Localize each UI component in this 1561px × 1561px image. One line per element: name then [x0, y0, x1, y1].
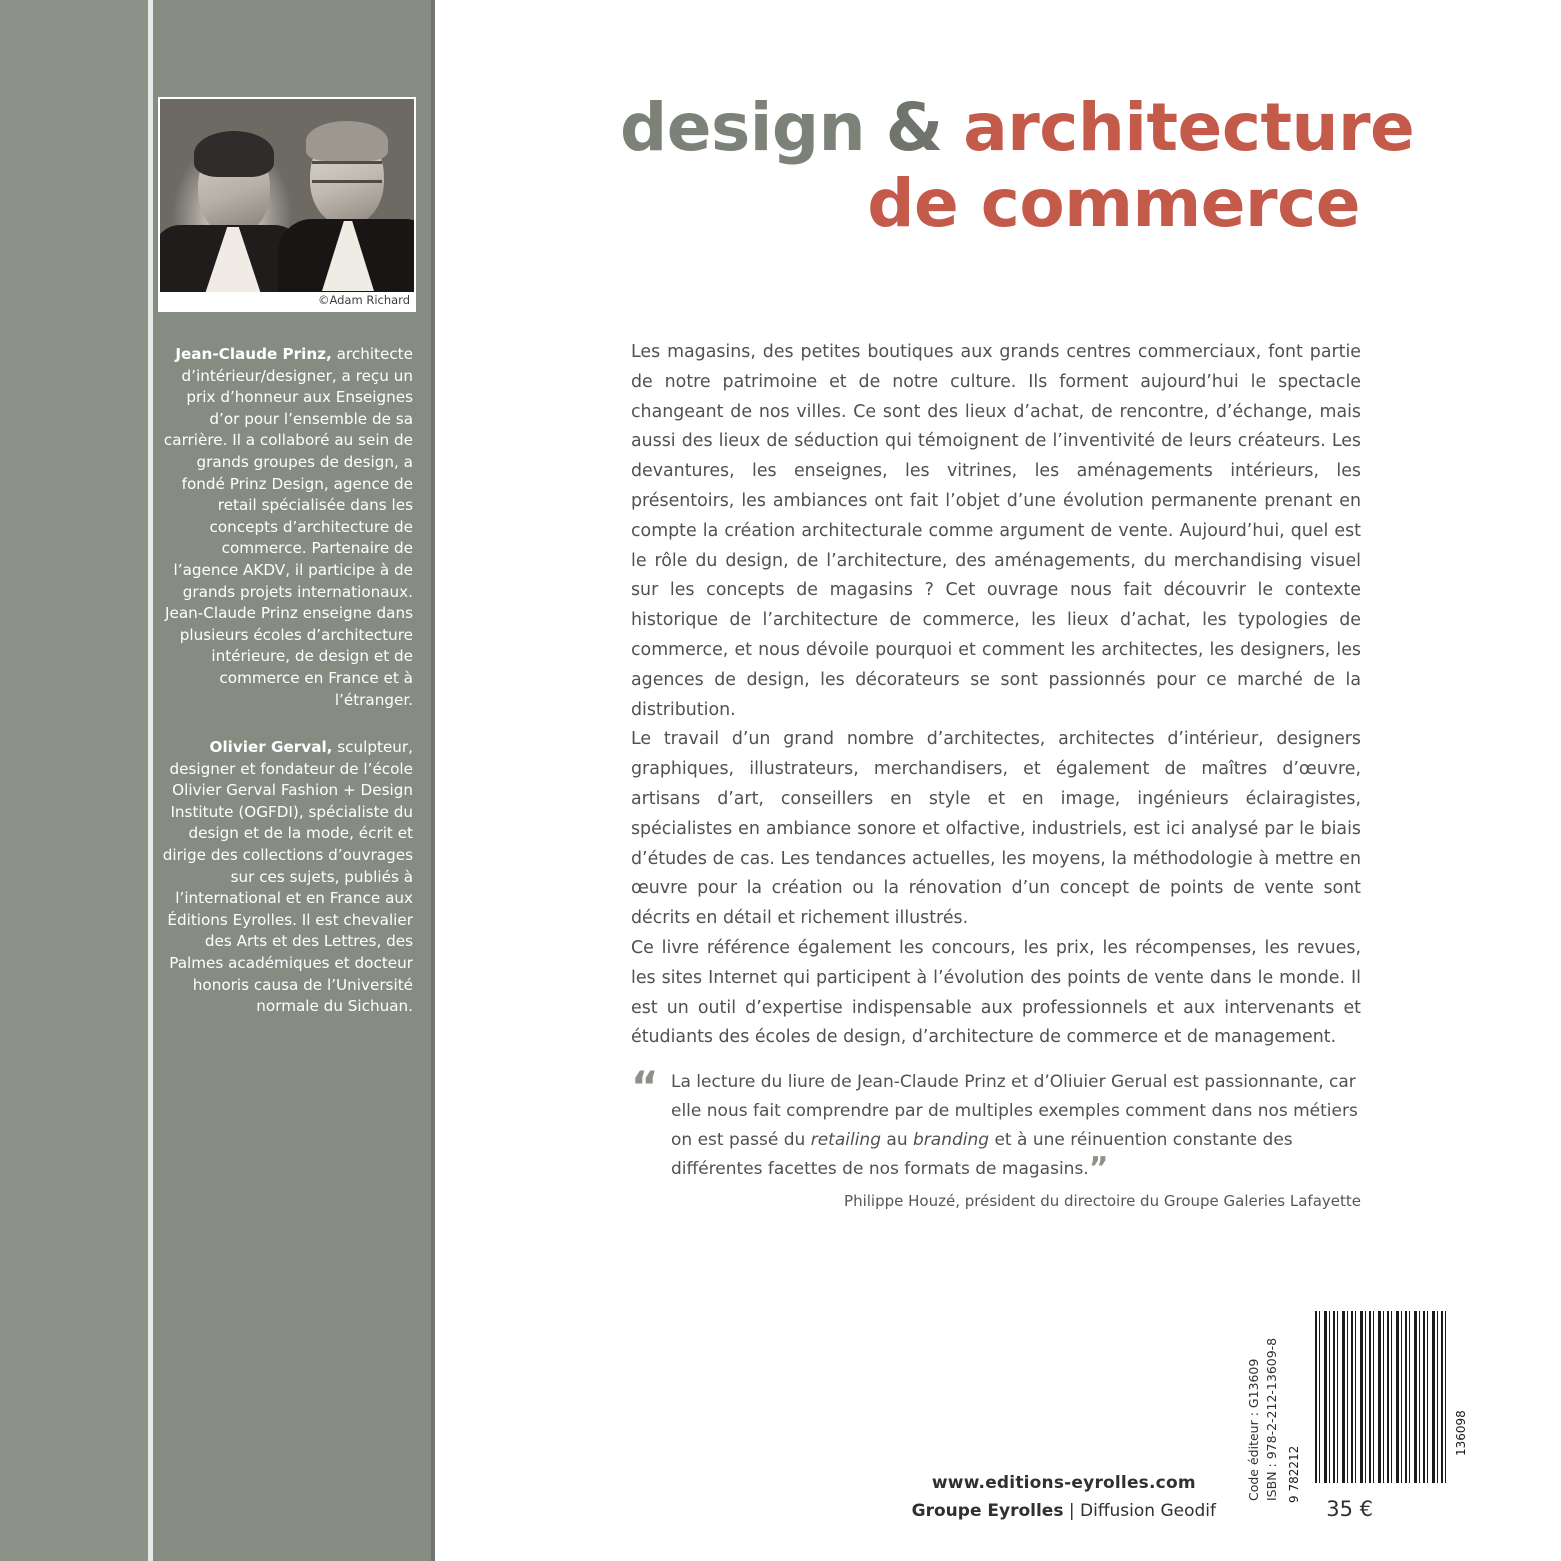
quote-text-part-1: La lecture du liure de Jean-Claude Prinz et d’Oliuier Gerual est passionnante, car elle nous fait comprendre par de multiples exemples comment dans nos métiers on est passé du	[671, 1072, 1358, 1150]
author-bio-prinz	[161, 344, 413, 711]
author-bio-text-gerval: sculpteur, designer et fondateur de l’école Olivier Gerval Fashion + Design Institute (OGFDI), spécialiste du design et de la mode, écrit et dirige des collections d’ouvrages sur ces sujets, publiés à l’international et en France aux Éditions Eyrolles. Il est chevalier des Arts et des Lettres, des Palmes académiques et docteur honoris causa de l’Université normale du Sichuan.	[162, 738, 413, 1016]
barcode	[1287, 1311, 1468, 1503]
barcode-digits-right	[1451, 1410, 1471, 1503]
main-panel	[435, 0, 1561, 1561]
portrait-hair-left	[194, 131, 274, 177]
glasses-icon	[312, 161, 382, 183]
editor-code: Code éditeur : G13609	[1246, 1358, 1261, 1501]
quote-open-icon: “	[631, 1062, 659, 1111]
author-bio-text-prinz: architecte d’intérieur/designer, a reçu un prix d’honneur aux Enseignes d’or pour l’ensemble de sa carrière. Il a collaboré au sein de grands groupes de design, a fondé Prinz Design, agence de retail spécialisée dans les concepts d’architecture de commerce. Partenaire de l’agence AKDV, il participe à de grands projets internationaux. Jean-Claude Prinz enseigne dans plusieurs écoles d’architecture intérieure, de design et de commerce en France et à l’étranger.	[163, 345, 413, 709]
barcode-digits-right-text: 136098	[1454, 1410, 1468, 1456]
quote-italic-retailing: retailing	[810, 1130, 881, 1150]
publisher-line	[912, 1501, 1216, 1521]
title-word-architecture: architecture	[963, 89, 1415, 166]
portrait-hair-right	[306, 121, 388, 161]
title-line-1	[620, 89, 1415, 166]
photo-credit: ©Adam Richard	[317, 293, 410, 307]
distributor-name: Diffusion Geodif	[1080, 1501, 1216, 1521]
title-subline: de commerce	[867, 165, 1360, 242]
publisher-separator: |	[1068, 1501, 1075, 1521]
title-ampersand: &	[885, 89, 943, 166]
quote-italic-branding: branding	[913, 1130, 990, 1150]
title-line-2	[620, 165, 1360, 242]
price-label: 35 €	[1326, 1497, 1373, 1521]
author-name-gerval: Olivier Gerval,	[209, 738, 333, 756]
quote-text-part-3: et à une réinuention constante des différentes facettes de nos formats de magasins.	[671, 1130, 1293, 1179]
blurb-paragraph-1: Les magasins, des petites boutiques aux grands centres commerciaux, font partie de notre patrimoine et de notre culture. Ils forment aujourd’hui le spectacle changeant de nos villes. Ce sont des lieux d’achat, de rencontre, d’échange, mais aussi des lieux de séduction qui témoignent de l’inventivité de leurs créateurs. Les devantures, les enseignes, les vitrines, les aménagements intérieurs, les présentoirs, les ambiances ont fait l’objet d’une évolution permanente prenant en compte la création architecturale comme argument de vente. Aujourd’hui, quel est le rôle du design, de l’architecture, des aménagements, du merchandising visuel sur les concepts de magasins ? Cet ouvrage nous fait découvrir le contexte historique de l’architecture de commerce, les lieux d’achat, les typologies de commerce, et nous dévoile pourquoi et comment les architectes, les designers, les agences de design, les décorateurs se sont passionnés pour ce marché de la distribution.	[631, 342, 1361, 720]
blurb	[631, 338, 1361, 1053]
author-photo	[160, 99, 414, 292]
barcode-digits-left: 9 782212	[1287, 1445, 1301, 1503]
quote-attribution: Philippe Houzé, président du directoire du Groupe Galeries Lafayette	[844, 1192, 1361, 1210]
author-bio-gerval	[161, 737, 413, 1018]
barcode-bars	[1315, 1311, 1447, 1483]
isbn-code: ISBN : 978-2-212-13609-8	[1264, 1337, 1279, 1501]
publisher-website[interactable]: www.editions-eyrolles.com	[931, 1473, 1196, 1493]
title-word-design: design	[620, 89, 866, 166]
publisher-footer	[912, 1473, 1216, 1521]
author-name-prinz: Jean-Claude Prinz,	[175, 345, 332, 363]
quote-text-part-2: au	[881, 1130, 913, 1150]
quote-close-icon: ”	[1088, 1151, 1109, 1186]
book-title	[620, 89, 1415, 242]
quote-text	[671, 1068, 1361, 1184]
pull-quote	[631, 1062, 1361, 1210]
publisher-name: Groupe Eyrolles	[911, 1501, 1064, 1521]
spine-band	[0, 0, 148, 1561]
blurb-paragraph-3: Ce livre référence également les concours, les prix, les récompenses, les revues, les sites Internet qui participent à l’évolution des points de vente dans le monde. Il est un outil d’expertise indispensable aux professionnels et aux intervenants et étudiants des écoles de design, d’architecture de commerce et de management.	[631, 937, 1361, 1048]
blurb-paragraph-2: Le travail d’un grand nombre d’architectes, architectes d’intérieur, designers graphiques, illustrateurs, merchandisers, et également de maîtres d’œuvre, artisans d’art, conseillers en style et en image, ingénieurs éclairagistes, spécialistes en ambiance sonore et olfactive, industriels, est ici analysé par le biais d’études de cas. Les tendances actuelles, les moyens, la méthodologie à mettre en œuvre pour la création ou la rénovation d’un concept de points de vente sont décrits en détail et richement illustrés.	[631, 729, 1361, 929]
